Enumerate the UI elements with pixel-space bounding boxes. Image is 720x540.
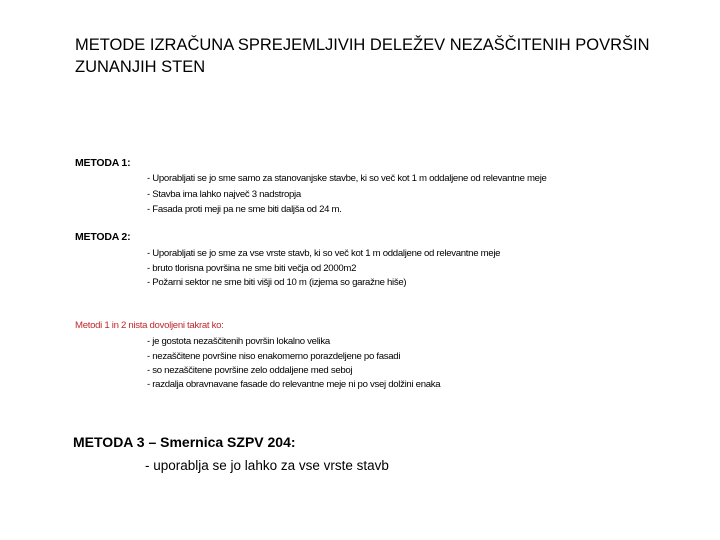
restriction-item: - je gostota nezaščitenih površin lokalno velika bbox=[147, 336, 330, 347]
method2-heading: METODA 2: bbox=[75, 231, 131, 243]
method2-item: - Požarni sektor ne sme biti višji od 10 m (izjema so garažne hiše) bbox=[147, 277, 407, 288]
page-title: METODE IZRAČUNA SPREJEMLJIVIH DELEŽEV NEZAŠČITENIH POVRŠIN ZUNANJIH STEN bbox=[75, 36, 650, 76]
method1-heading: METODA 1: bbox=[75, 157, 131, 169]
restriction-item: - so nezaščitene površine zelo oddaljene med seboj bbox=[147, 365, 353, 376]
method1-item: - Stavba ima lahko največ 3 nadstropja bbox=[147, 189, 301, 200]
method2-item: - bruto tlorisna površina ne sme biti večja od 2000m2 bbox=[147, 263, 357, 274]
method1-item: - Uporabljati se jo sme samo za stanovanjske stavbe, ki so več kot 1 m oddaljene od relevantne meje bbox=[147, 173, 547, 184]
method3-item: - uporablja se jo lahko za vse vrste stavb bbox=[145, 458, 389, 473]
restriction-item: - razdalja obravnavane fasade do relevantne meje ni po vsej dolžini enaka bbox=[147, 379, 441, 390]
restriction-heading: Metodi 1 in 2 nista dovoljeni takrat ko: bbox=[75, 320, 224, 331]
method2-item: - Uporabljati se jo sme za vse vrste stavb, ki so več kot 1 m oddaljene od relevantne meje bbox=[147, 248, 501, 259]
restriction-item: - nezaščitene površine niso enakomerno porazdeljene po fasadi bbox=[147, 351, 401, 362]
method1-item: - Fasada proti meji pa ne sme biti daljša od 24 m. bbox=[147, 204, 342, 215]
method3-heading: METODA 3 – Smernica SZPV 204: bbox=[73, 434, 296, 450]
